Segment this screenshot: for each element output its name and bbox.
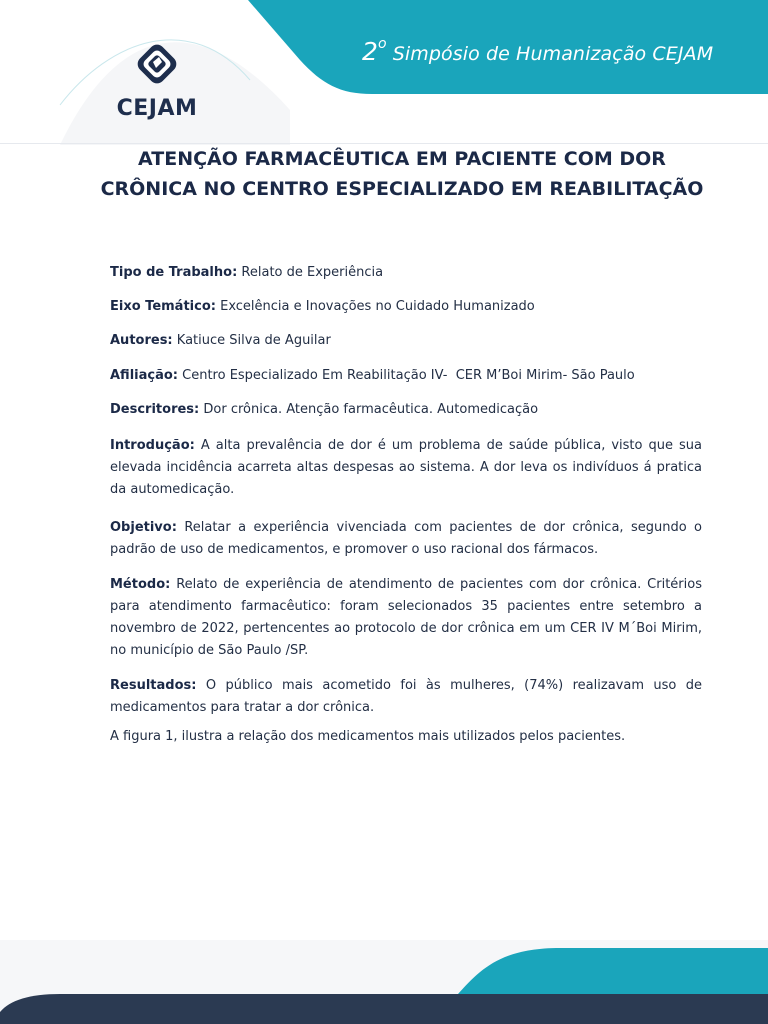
- cejam-logo: [112, 44, 202, 124]
- document-title: ATENÇÃO FARMACÊUTICA EM PACIENTE COM DOR CRÔNICA NO CENTRO ESPECIALIZADO EM REABILITAÇÃO: [100, 148, 704, 200]
- field-autores: [110, 330, 702, 352]
- section-text: Relatar a experiência vivenciada com pacientes de dor crônica, segundo o padrão de uso de medicamentos, e promover o uso racional dos fármacos.: [110, 520, 702, 557]
- logo-wordmark: CEJAM: [116, 96, 198, 121]
- field-eixo-tematico: [110, 296, 702, 318]
- field-tipo-de-trabalho: [110, 262, 702, 284]
- section-text: Relato de experiência de atendimento de pacientes com dor crônica. Critérios para atendimento farmacêutico: foram selecionados 35 pacientes entre setembro a novembro de 2022, pertencentes ao protocolo de dor crônica em um CER IV M´Boi Mirim, no município de São Paulo /SP.: [110, 577, 702, 658]
- section-objetivo: [110, 517, 702, 561]
- field-label: Autores:: [110, 333, 173, 348]
- closing-paragraph: A figura 1, ilustra a relação dos medicamentos mais utilizados pelos pacientes.: [110, 729, 626, 744]
- section-text: A alta prevalência de dor é um problema de saúde pública, visto que sua elevada incidência acarreta altas despesas ao sistema. A dor leva os indivíduos á pratica da automedicação.: [110, 438, 702, 497]
- section-label: Resultados:: [110, 678, 197, 693]
- field-label: Afiliação:: [110, 368, 178, 383]
- banner-ordinal: o: [378, 36, 387, 52]
- section-text: O público mais acometido foi às mulheres, (74%) realizavam uso de medicamentos para tratar a dor crônica.: [110, 678, 702, 715]
- page-header: [0, 0, 768, 145]
- symposium-banner-title: [362, 36, 713, 66]
- field-descritores: [110, 399, 702, 421]
- section-resultados: [110, 675, 702, 719]
- field-value: Dor crônica. Atenção farmacêutica. Automedicação: [203, 402, 539, 417]
- field-value: Centro Especializado Em Reabilitação IV- CER M’Boi Mirim- São Paulo: [182, 368, 635, 383]
- field-value: Katiuce Silva de Aguilar: [176, 333, 331, 348]
- banner-label: Simpósio de Humanização CEJAM: [392, 43, 714, 65]
- field-label: Tipo de Trabalho:: [110, 265, 238, 280]
- field-afiliacao: [110, 365, 702, 387]
- field-value: Relato de Experiência: [241, 265, 384, 280]
- section-label: Introdução:: [110, 438, 195, 453]
- banner-number: 2: [362, 37, 379, 66]
- section-introducao: [110, 435, 702, 501]
- cejam-logo-icon: [129, 44, 185, 94]
- field-label: Descritores:: [110, 402, 200, 417]
- field-label: Eixo Temático:: [110, 299, 216, 314]
- footer-decoration: [0, 940, 768, 1024]
- section-label: Método:: [110, 577, 171, 592]
- section-label: Objetivo:: [110, 520, 177, 535]
- section-metodo: [110, 574, 702, 662]
- field-value: Excelência e Inovações no Cuidado Humanizado: [220, 299, 535, 314]
